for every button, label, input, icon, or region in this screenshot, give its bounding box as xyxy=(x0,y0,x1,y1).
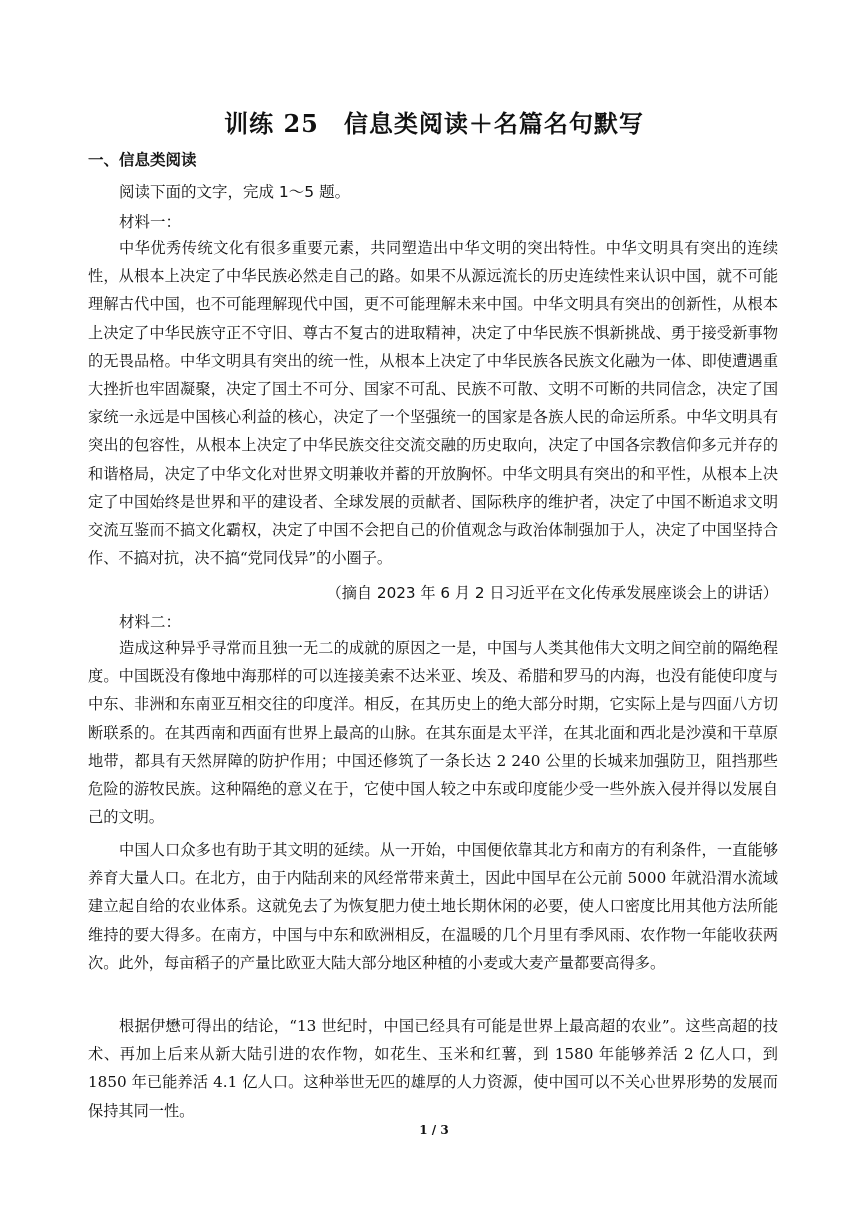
material-2-paragraph-2: 中国人口众多也有助于其文明的延续。从一开始，中国便依靠其北方和南方的有利条件，一直能够养育大量人口。在北方，由于内陆刮来的风经常带来黄土，因此中国早在公元前 5000 年就沿渭水流域建立起自给的农业体系。这就免去了为恢复肥力使土地长期休闲的必要，使人口密度比用其他方法所能维持的要大得多。在南方，中国与中东和欧洲相反，在温暖的几个月里有季风雨、农作物一年能收获两次。此外，每亩稻子的产量比欧亚大陆大部分地区种植的小麦或大麦产量都要高得多。 xyxy=(88,841,778,972)
page-number: 1 / 3 xyxy=(419,1123,449,1137)
material-2-paragraph-3: 根据伊懋可得出的结论，“13 世纪时，中国已经具有可能是世界上最高超的农业”。这些高超的技术、再加上后来从新大陆引进的农作物，如花生、玉米和红薯，到 1580 年能够养活 2 亿人口，到 1850 年已能养活 4.1 亿人口。这种举世无匹的雄厚的人力资源，使中国可以不关心世界形势的发展而保持其同一性。 xyxy=(88,1017,778,1120)
material-1-source: （摘自 2023 年 6 月 2 日习近平在文化传承发展座谈会上的讲话） xyxy=(326,584,778,602)
material-1-label: 材料一： xyxy=(119,213,182,231)
material-1-text: 中华优秀传统文化有很多重要元素，共同塑造出中华文明的突出特性。中华文明具有突出的连续性，从根本上决定了中华民族必然走自己的路。如果不从源远流长的历史连续性来认识中国，就不可能理解古代中国，也不可能理解现代中国，更不可能理解未来中国。中华文明具有突出的创新性，从根本上决定了中华民族守正不守旧、尊古不复古的进取精神，决定了中华民族不惧新挑战、勇于接受新事物的无畏品格。中华文明具有突出的统一性，从根本上决定了中华民族各民族文化融为一体、即使遭遇重大挫折也牢固凝聚，决定了国土不可分、国家不可乱、民族不可散、文明不可断的共同信念，决定了国家统一永远是中国核心利益的核心，决定了一个坚强统一的国家是各族人民的命运所系。中华文明具有突出的包容性，从根本上决定了中华民族交往交流交融的历史取向，决定了中国各宗教信仰多元并存的和谐格局，决定了中华文化对世界文明兼收并蓄的开放胸怀。中华文明具有突出的和平性，从根本上决定了中国始终是世界和平的建设者、全球发展的贡献者、国际秩序的维护者，决定了中国不断追求文明交流互鉴而不搞文化霸权，决定了中国不会把自己的价值观念与政治体制强加于人，决定了中国坚持合作、不搞对抗，决不搞“党同伐异”的小圈子。 xyxy=(88,239,778,568)
section-heading: 一、信息类阅读 xyxy=(88,151,197,169)
material-2-label: 材料二： xyxy=(119,613,182,631)
page-title: 训练 25 信息类阅读＋名篇名句默写 xyxy=(224,109,644,138)
instruction-text: 阅读下面的文字，完成 1～5 题。 xyxy=(119,183,351,201)
material-2-paragraph-1: 造成这种异乎寻常而且独一无二的成就的原因之一是，中国与人类其他伟大文明之间空前的隔绝程度。中国既没有像地中海那样的可以连接美索不达米亚、埃及、希腊和罗马的内海，也没有能使印度与中东、非洲和东南亚互相交往的印度洋。相反，在其历史上的绝大部分时期，它实际上是与四面八方切断联系的。在其西南和西面有世界上最高的山脉。在其东面是太平洋，在其北面和西北是沙漠和干草原地带，都具有天然屏障的防护作用；中国还修筑了一条长达 2 240 公里的长城来加强防卫，阻挡那些危险的游牧民族。这种隔绝的意义在于，它使中国人较之中东或印度能少受一些外族入侵并得以发展自己的文明。 xyxy=(88,639,778,827)
